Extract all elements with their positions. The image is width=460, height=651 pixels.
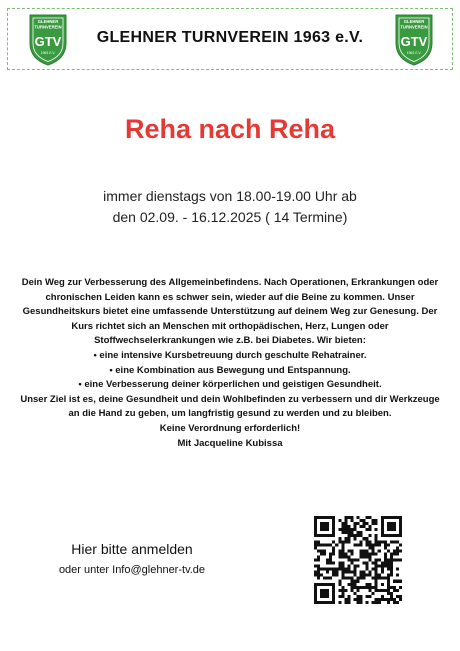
- register-email[interactable]: oder unter Info@glehner-tv.de: [58, 564, 206, 576]
- logo-bottom-text: 1963 E.V.: [406, 51, 422, 55]
- course-description: [10, 276, 450, 451]
- registration-block: [42, 540, 222, 578]
- logo-middle-text: TURNVEREIN: [34, 24, 62, 30]
- description-line: an die Hand zu geben, um langfristig gesund zu werden und zu bleiben.: [68, 408, 392, 420]
- logo-bottom-text: 1963 E.V.: [40, 51, 56, 55]
- description-note: Keine Verordnung erforderlich!: [159, 422, 301, 434]
- page-title: Reha nach Reha: [124, 114, 336, 144]
- description-line: Kurs richtet sich an Menschen mit orthopädischen, Herz, Lungen oder: [71, 320, 389, 332]
- club-name: GLEHNER TURNVEREIN 1963 e.V.: [96, 29, 364, 46]
- schedule-line-2: den 02.09. - 16.12.2025 ( 14 Termine): [112, 209, 348, 225]
- description-bullet: • eine Kombination aus Bewegung und Entspannung.: [109, 364, 351, 376]
- description-line: Stoffwechselerkrankungen wie z.B. bei Diabetes. Wir bieten:: [94, 335, 366, 347]
- description-line: Dein Weg zur Verbesserung des Allgemeinbefindens. Nach Operationen, Erkrankungen oder: [21, 277, 439, 288]
- logo-top-text: GLEHNER: [403, 19, 425, 24]
- schedule-block: [0, 186, 460, 228]
- description-line: Gesundheitskurs bietet eine umfassende Unterstützung auf deinem Weg zur Genesung. Der: [22, 306, 438, 318]
- logo-letters: GTV: [34, 34, 62, 49]
- trainer-name: Mit Jacqueline Kubissa: [177, 437, 283, 449]
- description-line: chronischen Leiden kann es schwer sein, wieder auf die Beine zu kommen. Unser: [45, 291, 415, 303]
- logo-top-text: GLEHNER: [37, 19, 59, 24]
- schedule-line-1: immer dienstags von 18.00-19.00 Uhr ab: [103, 188, 357, 204]
- description-bullet: • eine Verbesserung deiner körperlichen und geistigen Gesundheit.: [78, 379, 382, 391]
- register-label: Hier bitte anmelden: [71, 541, 193, 557]
- description-line: Unser Ziel ist es, deine Gesundheit und dein Wohlbefinden zu verbessern und dir Werkzeuge: [20, 393, 440, 405]
- qr-code-icon[interactable]: [314, 516, 402, 604]
- gtv-logo-icon: [394, 13, 434, 67]
- header-banner: [7, 8, 453, 70]
- logo-middle-text: TURNVEREIN: [400, 24, 428, 30]
- logo-letters: GTV: [400, 34, 428, 49]
- description-bullet: • eine intensive Kursbetreuung durch geschulte Rehatrainer.: [93, 349, 367, 361]
